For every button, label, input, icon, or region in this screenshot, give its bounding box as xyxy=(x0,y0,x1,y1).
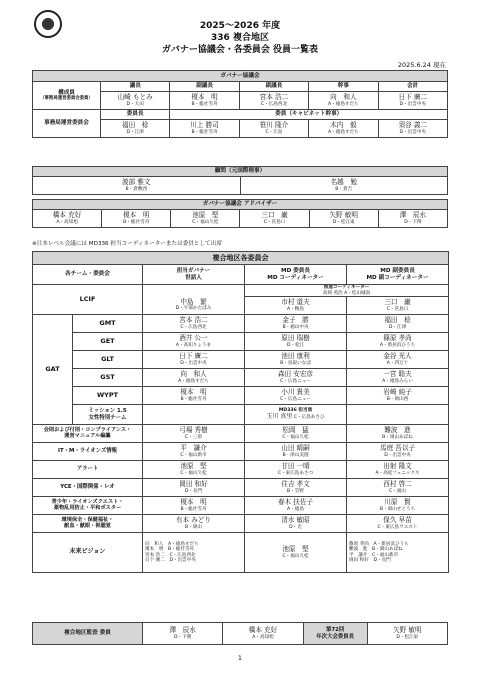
member-cell xyxy=(240,210,309,228)
member-club: A・鴨島 xyxy=(287,306,304,312)
member-cell xyxy=(347,387,449,405)
member-club: C・広島西北 xyxy=(260,101,288,107)
member-club: C・東広島あさつ xyxy=(277,470,314,476)
member-club: D・下関 xyxy=(404,219,422,225)
committee-section: 複合地区各委員会 xyxy=(33,252,449,265)
member-club: C・広島西北 xyxy=(169,552,196,558)
member-name: 澤 辰水 xyxy=(169,626,196,635)
col-gov xyxy=(143,265,245,285)
convention-label-2: 年次大会委員長 xyxy=(316,633,355,640)
member-name: 矢野 敏明 xyxy=(393,626,422,635)
member-cell xyxy=(245,333,347,351)
col-md-vice xyxy=(347,265,449,285)
member-name: 榎本 明 xyxy=(123,211,150,220)
member-club: A・徳島 xyxy=(287,506,304,512)
gat-get-label: GET xyxy=(73,333,143,351)
member-cell xyxy=(245,369,347,387)
member-name: 榎本 明 xyxy=(191,93,218,102)
col-gov-1: 担当ガバナー xyxy=(176,268,211,275)
gat-gmt-label: GMT xyxy=(73,315,143,333)
member-club: B・倉吉 xyxy=(335,186,353,192)
future-md2-item xyxy=(349,558,448,563)
member-club: D・長門 xyxy=(373,557,391,563)
member-name: 池原 堅 xyxy=(192,211,219,220)
member-name: 出射 隆文 xyxy=(383,462,412,471)
gat-glt-label: GLT xyxy=(73,351,143,369)
member-cell xyxy=(245,315,347,333)
member-club: D・光 xyxy=(289,524,302,530)
member-name: 榎本 明 xyxy=(180,498,207,507)
audit-label: 複合地区監査 委員 xyxy=(33,623,143,645)
member-name: 西村 啓二 xyxy=(383,480,412,489)
member-club: A・高知旭 xyxy=(252,634,274,640)
member-club: A・四万十 xyxy=(386,360,409,366)
member-name: 岡田 和好 xyxy=(179,480,208,489)
gat-wypt-label: WYPT xyxy=(73,387,143,405)
member-cell xyxy=(245,351,347,369)
member-cell xyxy=(347,297,449,315)
member-club: A・徳島すだち xyxy=(328,101,359,107)
member-cell xyxy=(245,533,347,573)
member-name: 榎本 明 xyxy=(145,547,164,553)
member-club: B・総社雪舟 xyxy=(191,129,218,135)
gat-label: GAT xyxy=(33,315,73,425)
member-club: D・出雲中央 xyxy=(399,101,427,107)
office-label: 事務局運営委員会 xyxy=(33,110,101,138)
member-club: A・新居浜ひうち xyxy=(373,541,409,547)
member-club: B・総社雪舟 xyxy=(123,219,150,225)
member-name: 三口 巌 xyxy=(384,298,411,307)
member-cell xyxy=(245,387,347,405)
member-club: C・広島 xyxy=(265,129,283,135)
member-club: A・高知旭 xyxy=(56,219,78,225)
member-name: 宮本 浩二 xyxy=(179,316,208,325)
member-cell xyxy=(309,210,378,228)
member-club: C・広島ニュー xyxy=(280,378,311,384)
member-name: 福田 稔 xyxy=(384,316,411,325)
member-cell xyxy=(309,120,378,138)
col-md-chair xyxy=(245,265,347,285)
member-club: C・広島ニュー xyxy=(280,396,311,402)
member-cell xyxy=(143,443,245,461)
committee-label-2: 献血・献眼・視聴覚 xyxy=(64,522,111,529)
committee-label-1: アラート xyxy=(76,466,99,473)
member-club: B・岡山西 xyxy=(386,396,409,402)
member-club: D・松江 xyxy=(286,342,305,348)
member-cell xyxy=(378,92,447,110)
member-club: B・総社雪舟 xyxy=(191,101,218,107)
member-cell xyxy=(347,369,449,387)
col-md2-2: MD 副コーディネーター xyxy=(366,274,429,281)
member-cell xyxy=(245,515,347,533)
member-club: C・福山新市 xyxy=(372,552,399,558)
member-club: C・広島西北 xyxy=(180,324,207,330)
member-name: 市村 道夫 xyxy=(281,298,310,307)
committee-table xyxy=(32,251,449,573)
member-club: D・宇部かたばみ xyxy=(175,306,212,312)
member-club: D・松江東 xyxy=(332,219,355,225)
member-club: A・高知りょうま xyxy=(175,342,212,348)
committee-label-1: 会則および付則・コンプライアンス・ xyxy=(43,426,132,433)
member-cell xyxy=(143,315,245,333)
member-cell xyxy=(102,210,171,228)
member-cell xyxy=(245,297,347,315)
future-gov-item xyxy=(145,558,244,563)
committee-label xyxy=(33,443,143,461)
member-name: 保久 早苗 xyxy=(383,516,412,525)
convention-label-1: 第72回 xyxy=(326,627,345,634)
member-name: 川原 賢 xyxy=(384,498,411,507)
committee-label xyxy=(33,461,143,479)
advisor-title: 顧問（元国際理事） xyxy=(33,167,448,177)
lcif-label: LCIF xyxy=(33,285,143,315)
member-cell xyxy=(347,425,449,443)
committee-label-1: YCE・国際関係・レオ xyxy=(60,484,115,491)
col-md1-1: MD 委員長 xyxy=(281,268,310,275)
member-club: D・出雲中央 xyxy=(399,129,427,135)
member-club: C・福山新市 xyxy=(180,452,207,458)
member-cell xyxy=(143,623,223,645)
committee-label xyxy=(33,497,143,515)
member-cell xyxy=(347,443,449,461)
member-cell xyxy=(143,497,245,515)
member-cell xyxy=(143,425,245,443)
member-cell xyxy=(143,515,245,533)
member-club: B・岡山あばね xyxy=(372,547,403,553)
col-treasurer: 会計 xyxy=(378,82,447,92)
mission-label-1: ミッション 1.5 xyxy=(88,408,127,415)
member-club: C・三原 xyxy=(185,434,202,440)
member-club: B・総社雪舟 xyxy=(168,547,195,553)
title-district: 336 複合地区 xyxy=(211,33,269,43)
col-vice2: 副議長 xyxy=(239,82,308,92)
member-club: A・高松フェニックス xyxy=(375,470,420,476)
member-name: 原田 瑞樹 xyxy=(281,334,310,343)
member-cell xyxy=(143,351,245,369)
gov-advisor-table xyxy=(32,199,448,228)
member-name: 金子 勝 xyxy=(282,316,309,325)
member-club: C・福山 xyxy=(389,488,407,494)
future-label: 未来ビジョン xyxy=(33,533,143,573)
member-club: C・宮島口 xyxy=(386,306,409,312)
member-club: C・宮島口 xyxy=(263,219,286,225)
member-name: 岩崎 純子 xyxy=(383,388,412,397)
member-cell xyxy=(347,461,449,479)
committee-label-2: 薬物乱用防止・平和ポスター xyxy=(53,504,122,511)
member-club: D・長門 xyxy=(184,488,203,494)
convention-label xyxy=(303,623,367,645)
member-name: 向 和人 xyxy=(145,541,164,547)
member-name: 小川 貴美 xyxy=(281,388,310,397)
member-name: 平 謙介 xyxy=(349,552,368,558)
member-cell xyxy=(101,92,170,110)
member-club: D・江津 xyxy=(126,129,144,135)
member-name: 日下 廣二 xyxy=(145,557,165,563)
committee-label xyxy=(33,515,143,533)
gat-mission-label xyxy=(73,405,143,425)
member-name: 弓場 秀樹 xyxy=(179,426,208,435)
member-cell xyxy=(347,333,449,351)
footnote: ※日本レベル会議には MD336 担当コーディネーターまたは委員として出席 xyxy=(32,241,222,247)
member-name: 木内 毅 xyxy=(330,121,357,130)
lcif-promote-title: 推進コーディネーター xyxy=(323,285,370,291)
member-name: 榎本 明 xyxy=(180,388,207,397)
member-club: A・徳島みらい xyxy=(382,378,413,384)
member-cell xyxy=(347,479,449,497)
member-cell xyxy=(143,479,245,497)
member-name: 春木 扶佐子 xyxy=(277,498,314,507)
member-name: 三口 巌 xyxy=(261,211,288,220)
member-club: D・大田 xyxy=(126,101,144,107)
member-club: B・徳山中央 xyxy=(282,324,309,330)
member-cell xyxy=(143,461,245,479)
member-name: 池田 康利 xyxy=(281,352,310,361)
member-club: A・徳島すだち xyxy=(178,378,209,384)
member-club: B・笠野 xyxy=(287,488,304,494)
member-name: 宮本 浩二 xyxy=(145,552,165,558)
mission-md-member xyxy=(245,414,346,421)
member-cell xyxy=(143,297,245,315)
committee-label-2: 運営マニュアル編纂 xyxy=(64,432,111,439)
member-club: A・新居浜ひうち xyxy=(379,342,416,348)
page-number: 1 xyxy=(237,654,243,662)
audit-table xyxy=(32,622,448,645)
col-office-chair: 委員長 xyxy=(101,110,170,120)
col-chair: 議長 xyxy=(101,82,170,92)
members-label-text: 構成員 xyxy=(58,89,75,96)
member-club: D・下関 xyxy=(174,634,192,640)
member-club: C・福山久松 xyxy=(282,434,309,440)
member-cell xyxy=(143,405,245,425)
committee-label-1: 環境保全・保健福祉・ xyxy=(61,516,114,523)
member-name: 笹川 隆介 xyxy=(259,121,289,130)
member-club: A・徳島すだち xyxy=(328,129,359,135)
member-name: 岡田 和好 xyxy=(349,557,369,563)
member-cell xyxy=(170,92,239,110)
member-cell xyxy=(33,210,102,228)
mission-md-title: MD336 担当員 xyxy=(278,408,313,414)
gov-advisor-title: ガバナー協議会 アドバイザー xyxy=(33,200,448,210)
member-club: A・徳島すだち xyxy=(168,541,199,547)
future-gov-list xyxy=(143,533,245,573)
member-cell xyxy=(309,92,378,110)
committee-label xyxy=(33,479,143,497)
member-cell xyxy=(239,92,308,110)
member-club: B・岡山あばね xyxy=(382,434,413,440)
member-name: 澤 辰水 xyxy=(399,211,427,220)
member-name: 池原 堅 xyxy=(282,545,309,554)
member-cell xyxy=(347,405,449,425)
member-cell xyxy=(240,177,448,195)
member-name: 甘田 一晴 xyxy=(281,462,310,471)
member-name: 橋本 充好 xyxy=(52,211,82,220)
member-club: D・出雲中央 xyxy=(384,452,411,458)
member-cell xyxy=(245,443,347,461)
member-cell xyxy=(239,120,308,138)
member-name: 日下 廣二 xyxy=(398,93,428,102)
committee-label-1: IT・M・ライオンズ情報 xyxy=(57,448,118,455)
mission-label-2: 女性特別チーム xyxy=(88,414,127,421)
member-name: 渡部 雅文 xyxy=(122,178,151,187)
member-cell xyxy=(367,623,447,645)
col-gov-2: 世話人 xyxy=(185,274,202,281)
member-name: 平 謙介 xyxy=(180,444,207,453)
future-md2-list xyxy=(347,533,449,573)
member-club: C・東広島ウエスト xyxy=(377,524,418,530)
governor-council-table xyxy=(32,70,448,138)
member-club: B・鳥取いなば xyxy=(280,360,311,366)
member-name: 馬庭 吾以子 xyxy=(379,444,416,453)
lcif-blank xyxy=(143,285,245,297)
member-name: 橋本 充好 xyxy=(248,626,278,635)
member-cell xyxy=(223,623,303,645)
member-cell xyxy=(378,120,447,138)
member-cell xyxy=(347,515,449,533)
col-office-members: 委員（キャビネット幹事） xyxy=(170,110,448,120)
member-name: 福田 稔 xyxy=(122,121,149,130)
member-name: 難波 進 xyxy=(384,426,411,435)
member-name: 篠原 孝尚 xyxy=(349,541,369,547)
member-cell xyxy=(245,497,347,515)
member-cell xyxy=(171,210,240,228)
member-name: 須谷 義二 xyxy=(398,121,428,130)
members-sub: （事務局運営委員会委員） xyxy=(40,96,93,102)
title-year: 2025～2026 年度 xyxy=(199,21,281,31)
member-club: B・総社雪舟 xyxy=(180,506,207,512)
lcif-promote-club: A・松山城南 xyxy=(344,290,371,296)
member-cell xyxy=(245,425,347,443)
member-cell xyxy=(33,177,241,195)
col-md2-1: MD 副委員長 xyxy=(380,268,415,275)
col-secretary: 幹事 xyxy=(309,82,378,92)
member-name: 金谷 光人 xyxy=(383,352,412,361)
section-title: ガバナー協議会 xyxy=(33,71,448,82)
member-name: 向 和人 xyxy=(330,93,357,102)
member-name: 川上 勝司 xyxy=(190,121,219,130)
member-club: D・江津 xyxy=(388,324,407,330)
member-name: 山田 晴嗣 xyxy=(281,444,310,453)
member-club: B・岡山 xyxy=(185,524,202,530)
lcif-promote-person: 高岡 英治 xyxy=(322,290,343,296)
member-cell xyxy=(347,351,449,369)
gat-gst-label: GST xyxy=(73,369,143,387)
member-cell xyxy=(378,210,447,228)
member-name: 山崎 もとみ xyxy=(117,93,153,102)
member-name: 篠原 孝尚 xyxy=(383,334,412,343)
member-name: 矢野 敏明 xyxy=(329,211,358,220)
member-name: 宮本 浩二 xyxy=(259,93,289,102)
member-name: 玉川 真里 xyxy=(266,412,293,420)
member-name: 森田 安宏彦 xyxy=(277,370,314,379)
title-main: ガバナー協議会・各委員会 役員一覧表 xyxy=(161,45,319,55)
member-name: 清水 敏昭 xyxy=(281,516,310,525)
member-club: B・倉敷西 xyxy=(125,186,148,192)
lcif-promote-name xyxy=(245,291,448,296)
member-name: 難波 進 xyxy=(349,547,368,553)
member-cell xyxy=(170,120,239,138)
member-name: 有本 みどり xyxy=(175,516,212,525)
col-team: 各チーム・委員会 xyxy=(33,265,143,285)
member-name: 中島 繁 xyxy=(180,297,207,306)
member-cell xyxy=(245,405,347,425)
col-md1-2: MD コーディネーター xyxy=(267,274,324,281)
member-cell xyxy=(143,369,245,387)
member-club: C・福山久松 xyxy=(282,553,309,559)
member-name: 向 和人 xyxy=(180,370,207,379)
member-name: 住吉 孝文 xyxy=(281,480,310,489)
member-club: C・福山久松 xyxy=(192,219,219,225)
member-name: 日下 廣二 xyxy=(179,352,208,361)
advisor-table xyxy=(32,166,448,195)
member-name: 池原 堅 xyxy=(180,462,207,471)
member-club: C・福山久松 xyxy=(180,470,207,476)
member-club: C・広島あさひ xyxy=(293,414,325,420)
member-name: 名越 勉 xyxy=(330,178,357,187)
member-club: B・津山美園 xyxy=(282,452,309,458)
lcif-promote xyxy=(245,285,449,297)
member-cell xyxy=(101,120,170,138)
member-name: 酒井 公一 xyxy=(179,334,208,343)
member-club: D・出雲中央 xyxy=(169,557,196,563)
member-cell xyxy=(143,387,245,405)
member-cell xyxy=(245,479,347,497)
member-cell xyxy=(347,497,449,515)
members-label xyxy=(33,82,101,110)
committee-label-1: 青少年・ライオンズクエスト・ xyxy=(51,498,124,505)
committee-label xyxy=(33,425,143,443)
member-name: 松岡 猛 xyxy=(282,426,309,435)
col-vice1: 副議長 xyxy=(170,82,239,92)
member-club: B・総社雪舟 xyxy=(180,396,207,402)
member-cell xyxy=(245,461,347,479)
member-name: 一宮 聡夫 xyxy=(383,370,412,379)
member-club: D・松江東 xyxy=(396,634,419,640)
member-club: B・岡山せとうち xyxy=(379,506,416,512)
member-cell xyxy=(143,333,245,351)
member-cell xyxy=(347,315,449,333)
as-of-date: 2025.6.24 現在 xyxy=(397,61,446,69)
member-club: D・出雲中央 xyxy=(180,360,207,366)
